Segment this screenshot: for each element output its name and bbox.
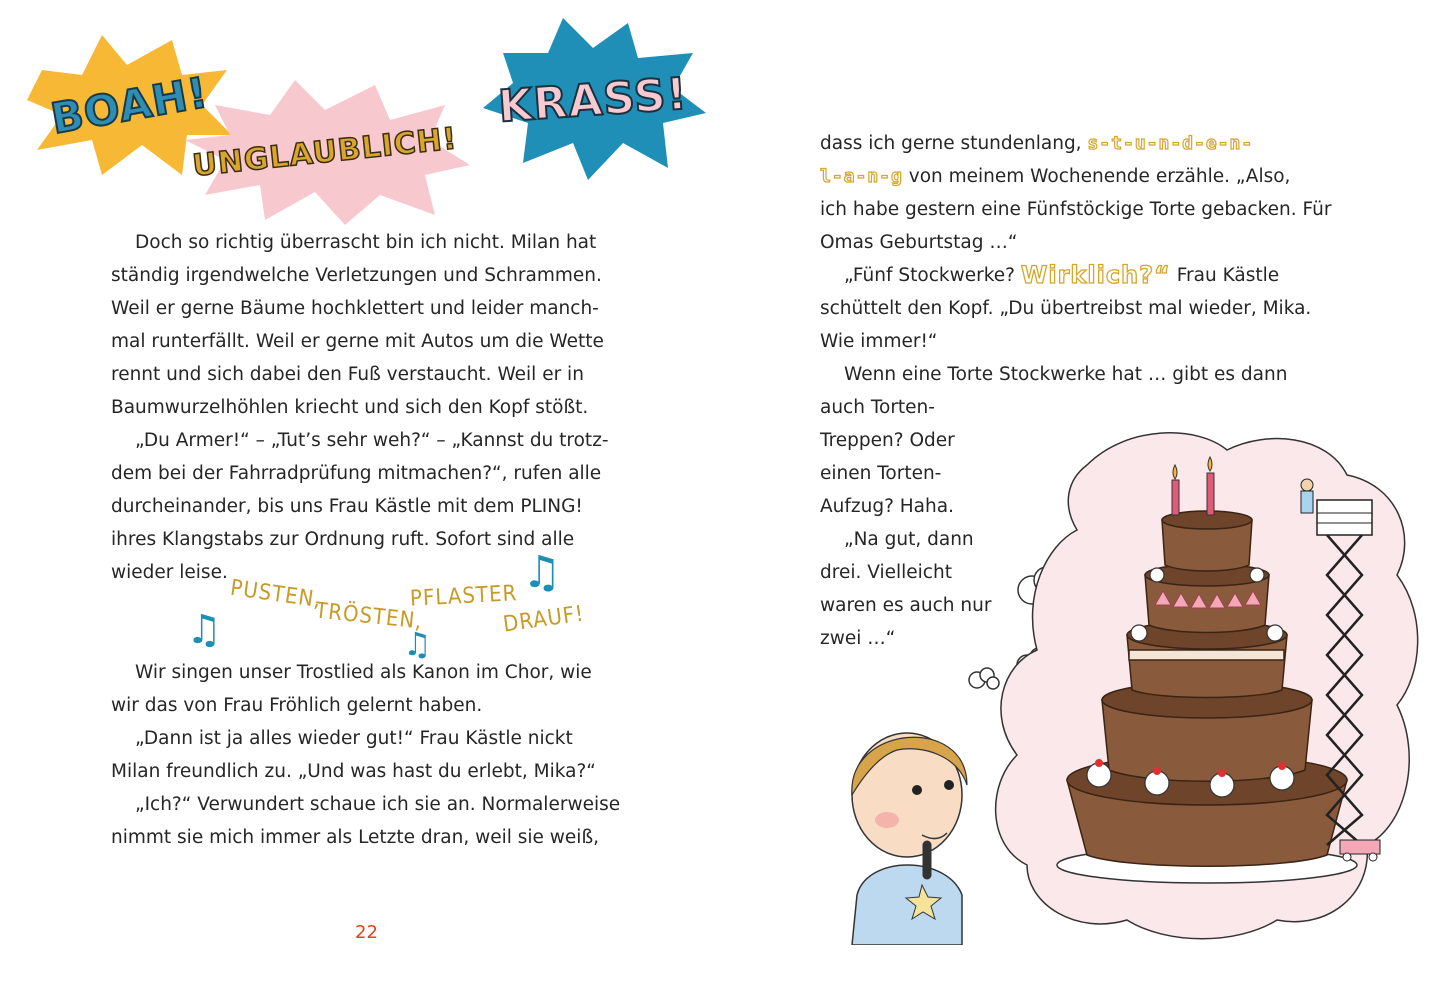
page-number: 22 [355,922,378,943]
text-line: ständig irgendwelche Verletzungen und Schrammen. [111,265,602,286]
text-line: Weil er gerne Bäume hochklettert und leider manch- [111,298,599,319]
song-word-troesten: TRÖSTEN, [313,598,424,635]
text-line: schüttelt den Kopf. „Du übertreibst mal wieder, Mika. [820,298,1312,319]
text-line: zwei …“ [820,628,896,649]
music-note-icon: ♫ [186,607,222,653]
left-page [0,0,722,1001]
krass-burst [478,18,708,183]
krass-text: KRASS! [496,68,690,133]
text-fragment: von meinem Wochenende erzähle. „Also, [908,166,1291,187]
cake-illustration [827,425,1432,945]
paragraph-1 [111,226,711,589]
text-line: Doch so richtig überrascht bin ich nicht. Milan hat [135,232,597,253]
song-word-drauf: DRAUF! [501,601,586,638]
text-fragment: „Fünf Stockwerke? [844,265,1015,286]
text-line: Aufzug? Haha. [820,496,954,517]
text-fragment: Frau Kästle [1176,265,1280,286]
text-fragment: dass ich gerne stundenlang, [820,133,1082,154]
text-line: Omas Geburtstag …“ [820,232,1018,253]
text-line: durcheinander, bis uns Frau Kästle mit dem PLING! [111,496,583,517]
text-line: wieder leise. [111,562,228,583]
song-word-pusten: PUSTEN, [228,575,323,614]
text-line: waren es auch nur [820,595,992,616]
unglaublich-burst [175,80,475,225]
song-word-pflaster: PFLASTER [409,581,518,612]
text-line: auch Torten- [820,397,935,418]
music-note-icon: ♫ [522,547,562,598]
stretched-word: s-t-u-n-d-e-n- [1087,133,1254,154]
text-line [820,127,1340,160]
text-line: Baumwurzelhöhlen kriecht und sich den Kopf stößt. [111,397,589,418]
text-line: „Du Armer!“ – „Tut’s sehr weh?“ – „Kannst du trotz- [135,430,609,451]
text-line: Wie immer!“ [820,331,938,352]
text-line [820,259,1340,292]
text-line: ihres Klangstabs zur Ordnung ruft. Sofort sind alle [111,529,575,550]
text-line: Wenn eine Torte Stockwerke hat … gibt es dann [844,364,1288,385]
stretched-word: l-a-n-g [820,166,903,187]
text-line: dem bei der Fahrradprüfung mitmachen?“, rufen alle [111,463,602,484]
boah-text: BOAH! [47,67,212,143]
text-line: „Na gut, dann [844,529,974,550]
text-line [820,160,1340,193]
text-line: ich habe gestern eine Fünfstöckige Torte gebacken. Für [820,199,1332,220]
paragraph-2 [111,656,711,854]
unglaublich-text: UNGLAUBLICH! [190,121,460,184]
text-line: drei. Vielleicht [820,562,952,583]
text-line: wir das von Frau Fröhlich gelernt haben. [111,695,483,716]
text-line: „Ich?“ Verwundert schaue ich sie an. Normalerweise [135,794,621,815]
child-figure [852,733,967,945]
text-line: „Dann ist ja alles wieder gut!“ Frau Kästle nickt [135,728,573,749]
text-line: Milan freundlich zu. „Und was hast du erlebt, Mika?“ [111,761,596,782]
text-line: mal runterfällt. Weil er gerne mit Autos um die Wette [111,331,604,352]
text-line: Wir singen unser Trostlied als Kanon im Chor, wie [135,662,592,683]
text-line: nimmt sie mich immer als Letzte dran, weil sie weiß, [111,827,599,848]
text-line: rennt und sich dabei den Fuß verstaucht. Weil er in [111,364,584,385]
wirklich-word: Wirklich?“ [1020,261,1171,289]
music-note-icon: ♫ [403,625,432,663]
text-line: Treppen? Oder [820,430,955,451]
right-page [722,0,1445,1001]
text-line: einen Torten- [820,463,942,484]
